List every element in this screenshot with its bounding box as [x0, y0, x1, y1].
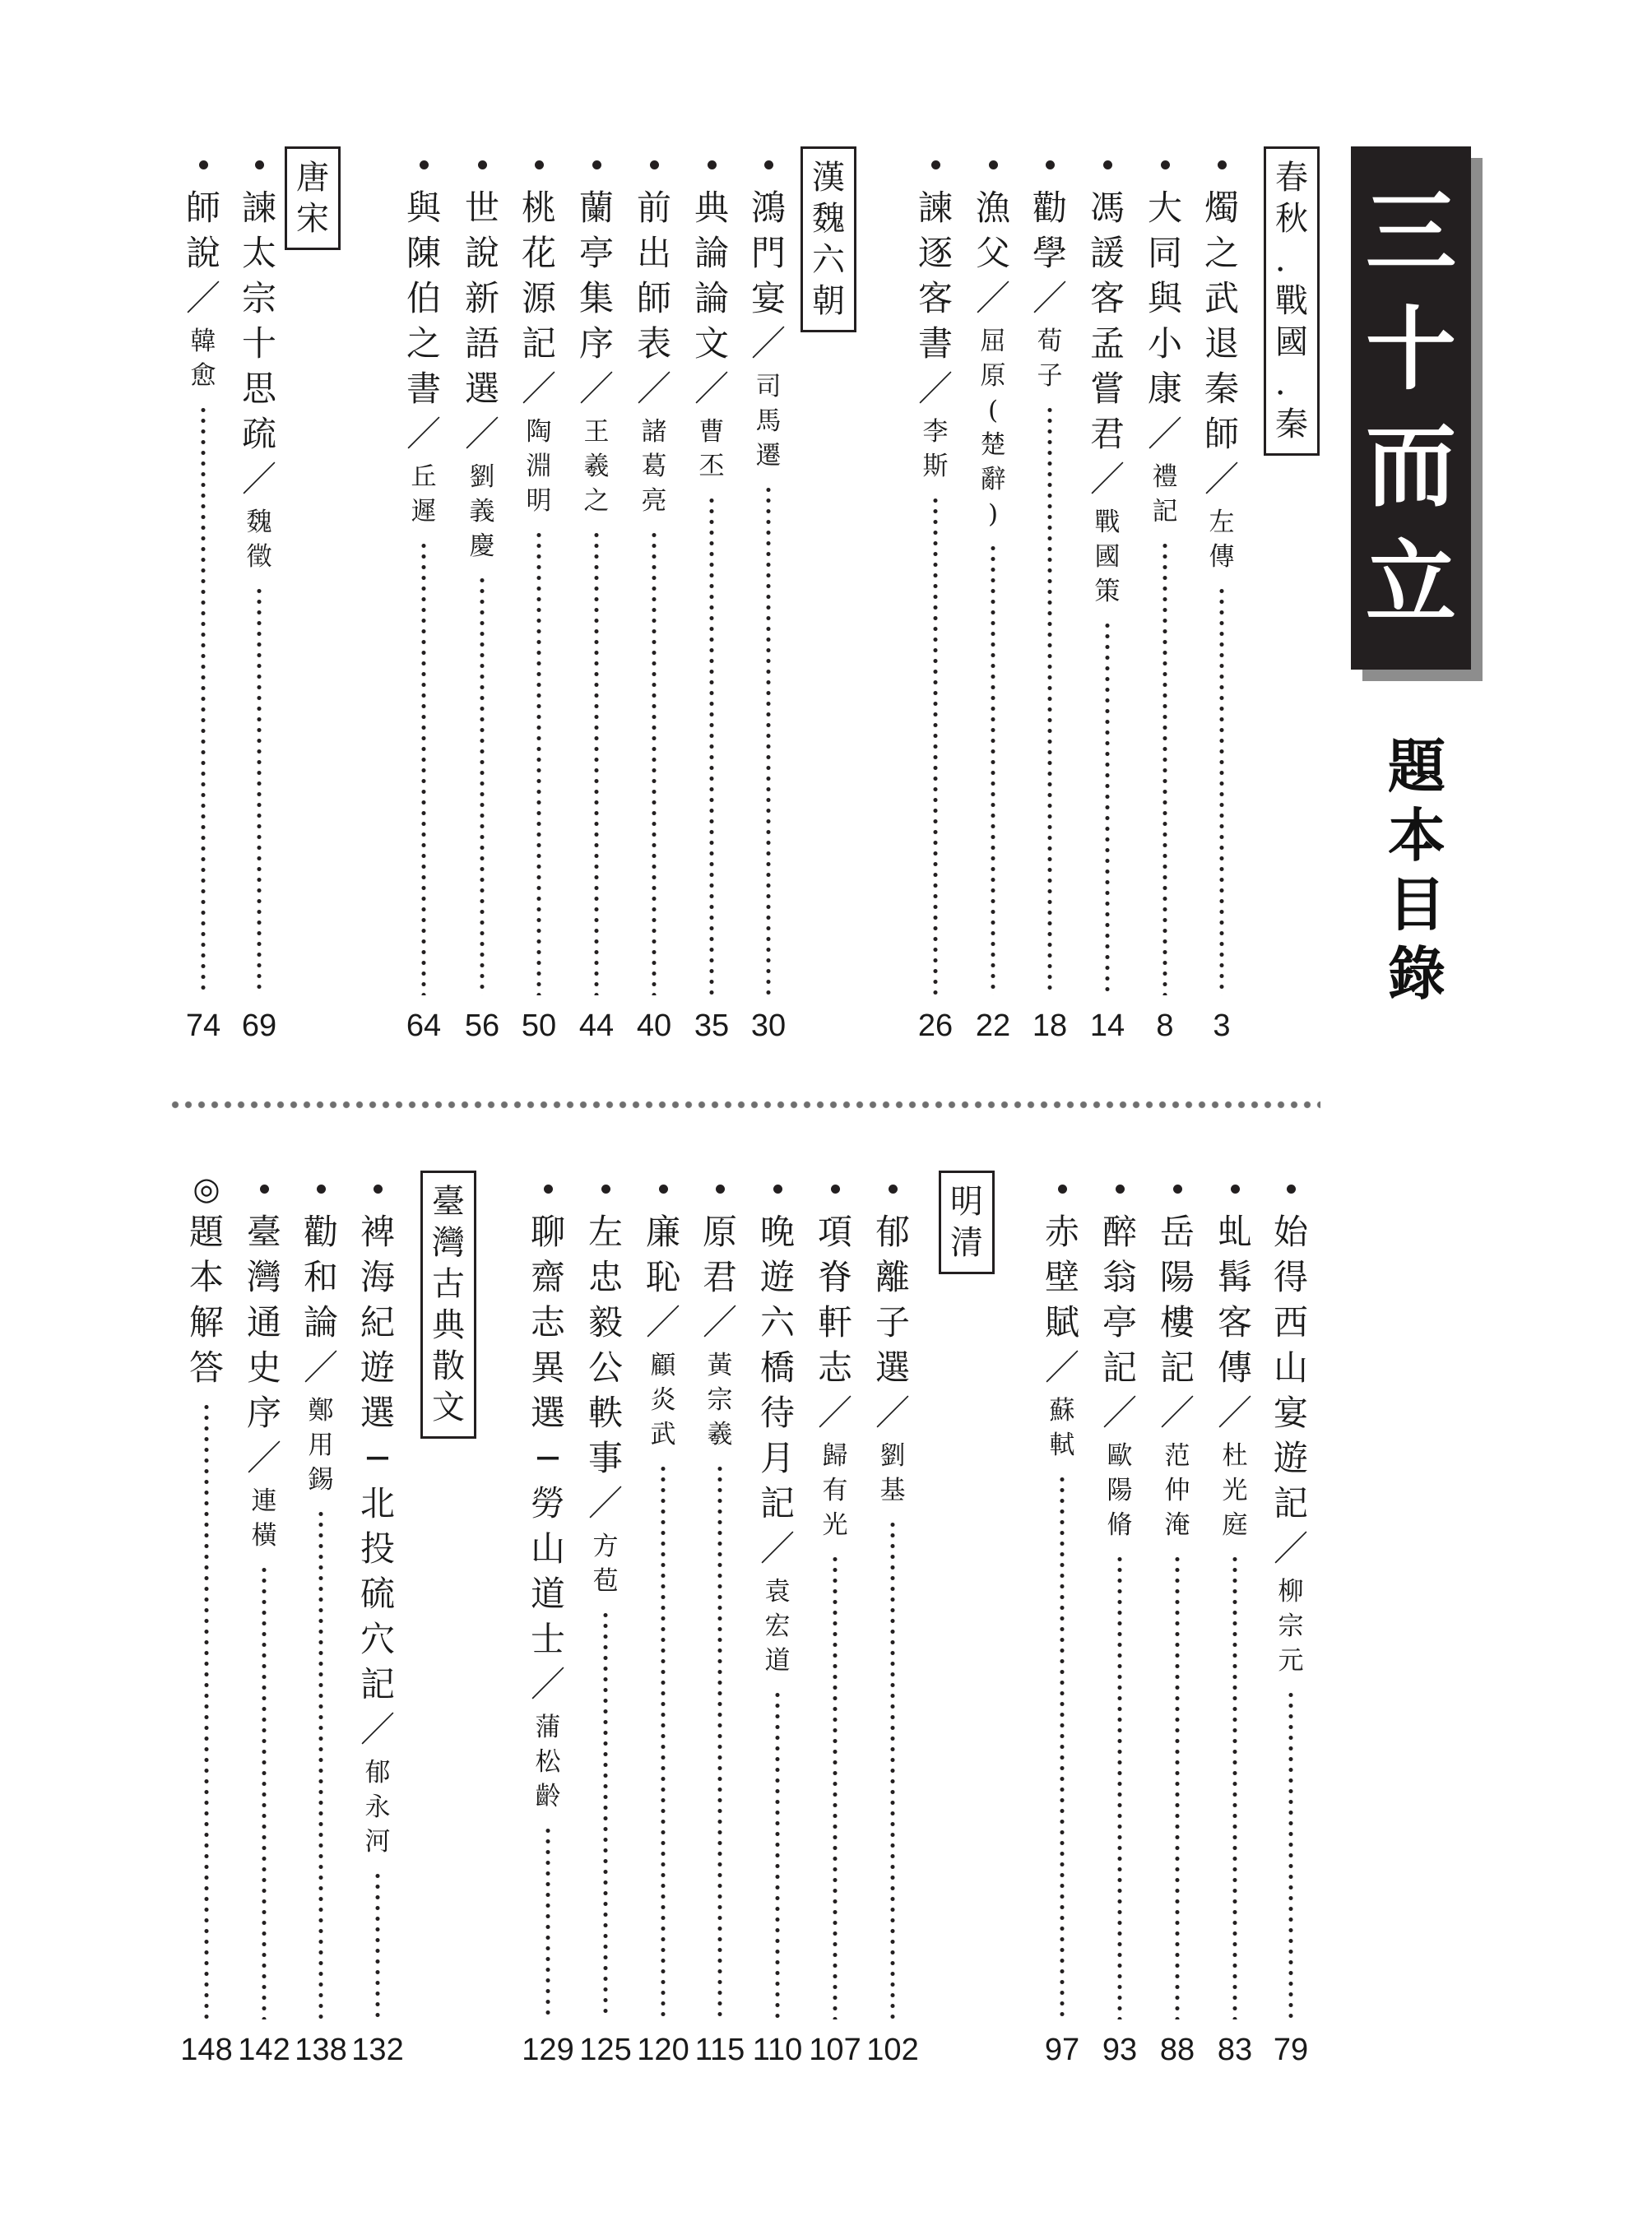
slash-separator: ／	[406, 414, 441, 454]
toc-entry[interactable]	[749, 1172, 806, 2073]
toc-entry[interactable]	[1206, 1172, 1264, 2073]
bullet-icon	[235, 1172, 293, 1205]
dot-leader	[991, 543, 995, 995]
entry-title: 題 本 解 答	[188, 1212, 224, 1388]
entry-author: 歸 有 光	[822, 1441, 848, 1540]
dot-leader	[257, 586, 262, 995]
slash-separator: ／	[817, 1393, 852, 1433]
dot-leader	[1288, 1690, 1293, 2019]
entry-author: 顧 炎 武	[650, 1351, 676, 1449]
page-number: 69	[241, 1009, 277, 1043]
bullet-icon	[292, 1172, 350, 1205]
toc-entry[interactable]	[625, 148, 683, 1049]
toc-entry[interactable]	[453, 148, 511, 1049]
page-number: 30	[750, 1009, 787, 1043]
toc-entry[interactable]	[907, 148, 964, 1049]
entry-title: 典 論 論 文 ／ 曹 丕	[683, 185, 740, 484]
entry-title: 左 忠 毅 公 軼 事 ／ 方 苞	[577, 1209, 634, 1598]
toc-entry[interactable]	[235, 1172, 293, 2073]
entry-author: 袁 宏 道	[764, 1577, 791, 1676]
entry-title: 鴻 門 宴 ／ 司 馬 遷	[740, 185, 797, 473]
entry-title: 諫 逐 客 書 ／ 李 斯	[907, 185, 964, 484]
bullet-icon	[174, 148, 232, 181]
slash-separator: ／	[587, 1483, 623, 1523]
entry-author: 屈 原 ( 楚 辭 )	[980, 327, 1006, 529]
title-block	[1351, 146, 1471, 670]
page-number: 102	[866, 2033, 919, 2067]
entry-author: 戰 國 策	[1094, 508, 1121, 606]
bullet-icon	[1193, 148, 1251, 181]
entry-title: 醉 翁 亭 記 ／ 歐 陽 脩	[1091, 1209, 1149, 1542]
page-subtitle-char: 錄	[1388, 940, 1446, 1008]
entry-author: 杜 光 庭	[1222, 1441, 1248, 1540]
dot-leader	[545, 1825, 550, 2019]
toc-entry[interactable]	[1149, 1172, 1206, 2073]
entry-author: 李 斯	[922, 417, 949, 481]
entry-title: 師 說 ／ 韓 愈	[174, 185, 232, 393]
entry-author: 曹 丕	[698, 417, 725, 481]
dot-leader	[1219, 586, 1224, 995]
slash-separator: ／	[303, 1347, 338, 1388]
bullet-icon	[1091, 1172, 1149, 1205]
toc-entry[interactable]	[510, 148, 568, 1049]
entry-author: 方 苞	[592, 1532, 619, 1596]
entry-author: 郁 永 河	[364, 1758, 391, 1857]
slash-separator: ／	[702, 1302, 737, 1342]
toc-entry[interactable]	[174, 148, 232, 1049]
toc-entry[interactable]	[568, 148, 625, 1049]
slash-separator: ／	[241, 459, 276, 499]
toc-entry[interactable]	[577, 1172, 634, 2073]
entry-title: 赤 壁 賦 ／ 蘇 軾	[1033, 1209, 1091, 1463]
section-divider	[169, 1101, 1320, 1109]
page-number: 22	[975, 1009, 1011, 1043]
dot-leader	[318, 1509, 323, 2019]
page-number: 44	[578, 1009, 615, 1043]
slash-separator: ／	[185, 278, 220, 318]
dot-leader	[890, 1519, 895, 2019]
entry-title: 岳 陽 樓 記 ／ 范 仲 淹	[1149, 1209, 1206, 1542]
entry-title: 始 得 西 山 宴 遊 記 ／ 柳 宗 元	[1262, 1209, 1320, 1678]
entry-author: 歐 陽 脩	[1107, 1441, 1133, 1540]
entry-title: 晚 遊 六 橋 待 月 記 ／ 袁 宏 道	[749, 1209, 806, 1678]
page-number: 110	[752, 2033, 803, 2067]
bullet-icon	[864, 1172, 921, 1205]
toc-entry[interactable]	[683, 148, 740, 1049]
toc-entry[interactable]	[1091, 1172, 1149, 2073]
entry-title: 燭 之 武 退 秦 師 ／ 左 傳	[1193, 185, 1251, 574]
entry-author: 柳 宗 元	[1278, 1577, 1304, 1676]
page-subtitle-char: 題	[1388, 733, 1446, 800]
toc-entry[interactable]	[1033, 1172, 1091, 2073]
page-number: 35	[694, 1009, 730, 1043]
double-circle-icon: ◎	[193, 1171, 220, 1207]
entry-title: 項 脊 軒 志 ／ 歸 有 光	[806, 1209, 864, 1542]
dot-leader	[201, 405, 206, 995]
entry-author: 諸 葛 亮	[641, 417, 667, 516]
slash-separator: ／	[246, 1438, 281, 1478]
page-number: 18	[1032, 1009, 1068, 1043]
bullet-icon	[1206, 1172, 1264, 1205]
entry-author: 王 羲 之	[583, 417, 610, 516]
toc-entry[interactable]	[806, 1172, 864, 2073]
entry-title: 郁 離 子 選 ／ 劉 基	[864, 1209, 921, 1508]
page-number: 97	[1044, 2033, 1080, 2067]
slash-separator: ／	[645, 1302, 680, 1342]
bullet-icon	[1021, 148, 1079, 181]
slash-separator: ／	[1159, 1393, 1195, 1433]
bullet-icon	[577, 1172, 634, 1205]
entry-title: 原 君 ／ 黃 宗 羲	[691, 1209, 749, 1452]
entry-author: 劉 基	[879, 1441, 906, 1505]
page-number: 148	[180, 2033, 233, 2067]
toc-entry[interactable]	[1136, 148, 1194, 1049]
entry-title: 廉 恥 ／ 顧 炎 武	[634, 1209, 692, 1452]
dot-leader	[1175, 1554, 1180, 2019]
entry-title: 桃 花 源 記 ／ 陶 淵 明	[510, 185, 568, 518]
entry-title: 漁 父 ／ 屈 原 ( 楚 辭 )	[964, 185, 1022, 531]
entry-title: 與 陳 伯 之 書 ／ 丘 遲	[395, 185, 452, 529]
slash-separator: ／	[1032, 278, 1067, 318]
entry-author: 劉 義 慶	[469, 462, 495, 561]
dot-leader	[1162, 540, 1167, 995]
page-number: 50	[521, 1009, 557, 1043]
section-label: 漢 魏 六 朝	[800, 146, 856, 332]
dot-leader	[536, 530, 541, 995]
entry-title: 世 說 新 語 選 ／ 劉 義 慶	[453, 185, 511, 563]
page-number: 88	[1159, 2033, 1195, 2067]
bullet-icon	[907, 148, 964, 181]
dot-leader	[594, 530, 599, 995]
entry-author: 蒲 松 齡	[535, 1713, 561, 1811]
page-number: 3	[1213, 1009, 1231, 1043]
bullet-icon	[510, 148, 568, 181]
dot-leader	[204, 1402, 209, 2019]
slash-separator: ／	[578, 369, 614, 409]
slash-separator: ／	[1204, 459, 1239, 499]
entry-title: 虬 髯 客 傳 ／ 杜 光 庭	[1206, 1209, 1264, 1542]
dot-leader	[709, 495, 714, 995]
entry-title: 前 出 師 表 ／ 諸 葛 亮	[625, 185, 683, 518]
bullet-icon	[806, 1172, 864, 1205]
dot-leader	[717, 1463, 722, 2019]
entry-title: 馮 諼 客 孟 嘗 君 ／ 戰 國 策	[1079, 185, 1136, 609]
page-number: 120	[637, 2033, 689, 2067]
dot-leader	[375, 1871, 380, 2019]
page-number: 83	[1217, 2033, 1253, 2067]
section-label: 臺 灣 古 典 散 文	[420, 1171, 476, 1439]
bullet-icon	[230, 148, 288, 181]
bullet-icon	[519, 1172, 577, 1205]
toc-entry[interactable]	[1262, 1172, 1320, 2073]
slash-separator: ／	[759, 1528, 795, 1569]
toc-entry[interactable]	[1021, 148, 1079, 1049]
slash-separator: ／	[521, 369, 556, 409]
dot-leader	[775, 1690, 780, 2019]
toc-entry[interactable]	[395, 148, 452, 1049]
bullet-icon	[1149, 1172, 1206, 1205]
slash-separator: ／	[750, 323, 786, 364]
page-number: 74	[185, 1009, 221, 1043]
dot-leader	[833, 1554, 838, 2019]
slash-separator: ／	[464, 414, 499, 454]
entry-title: 蘭 亭 集 序 ／ 王 羲 之	[568, 185, 625, 518]
page-number: 129	[522, 2033, 574, 2067]
entry-author: 蘇 軾	[1049, 1396, 1075, 1460]
section-label: 明 清	[939, 1171, 995, 1274]
page-number: 142	[238, 2033, 290, 2067]
slash-separator: ／	[530, 1664, 565, 1704]
toc-entry[interactable]	[964, 148, 1022, 1049]
slash-separator: ／	[1089, 459, 1125, 499]
page-number: 26	[917, 1009, 954, 1043]
page-number: 132	[351, 2033, 404, 2067]
entry-author: 司 馬 遷	[755, 372, 782, 471]
page-title-char: 而	[1366, 414, 1456, 519]
section-label: 春 秋 ． 戰 國 ． 秦	[1264, 146, 1320, 456]
dot-leader	[480, 575, 485, 995]
page-number: 64	[406, 1009, 442, 1043]
toc-entry[interactable]	[230, 148, 288, 1049]
dot-leader	[1117, 1554, 1122, 2019]
entry-author: 黃 宗 羲	[707, 1351, 733, 1449]
page-number: 138	[295, 2033, 347, 2067]
entry-author: 范 仲 淹	[1164, 1441, 1190, 1540]
toc-entry[interactable]	[691, 1172, 749, 2073]
page-number: 56	[464, 1009, 500, 1043]
bullet-icon	[395, 148, 452, 181]
entry-title: 臺 灣 通 史 序 ／ 連 橫	[235, 1209, 293, 1553]
slash-separator: ／	[975, 278, 1010, 318]
toc-entry[interactable]	[178, 1172, 235, 2073]
toc-entry[interactable]	[349, 1172, 406, 2073]
dot-leader	[262, 1565, 267, 2019]
bullet-icon	[1033, 1172, 1091, 1205]
bullet-icon	[740, 148, 797, 181]
dot-leader	[766, 485, 771, 995]
bullet-icon	[568, 148, 625, 181]
toc-entry[interactable]	[1193, 148, 1251, 1049]
slash-separator: ／	[636, 369, 671, 409]
dot-leader	[661, 1463, 666, 2019]
page-number: 40	[636, 1009, 672, 1043]
page-title-char: 三	[1366, 180, 1456, 285]
entry-title: 勸 學 ／ 荀 子	[1021, 185, 1079, 393]
dot-leader	[1060, 1474, 1065, 2019]
page-number: 115	[694, 2033, 745, 2067]
page-number: 93	[1102, 2033, 1138, 2067]
section-label: 唐 宋	[285, 146, 341, 250]
page-number: 107	[809, 2033, 861, 2067]
page-subtitle-char: 目	[1388, 871, 1446, 939]
bullet-icon	[1262, 1172, 1320, 1205]
entry-author: 韓 愈	[190, 327, 216, 391]
page-number: 79	[1273, 2033, 1309, 2067]
toc-entry[interactable]	[519, 1172, 577, 2073]
entry-title: 裨 海 紀 遊 選 ─ 北 投 硫 穴 記 ／ 郁 永 河	[349, 1209, 406, 1859]
page-number: 14	[1089, 1009, 1125, 1043]
entry-author: 禮 記	[1152, 462, 1178, 526]
entry-author: 魏 徵	[246, 508, 272, 572]
slash-separator: ／	[1102, 1393, 1137, 1433]
page-number: 125	[579, 2033, 632, 2067]
page-subtitle-char: 本	[1388, 802, 1446, 869]
dot-leader	[1232, 1554, 1237, 2019]
dot-leader	[933, 495, 938, 995]
bullet-icon	[1136, 148, 1194, 181]
toc-entry[interactable]	[292, 1172, 350, 2073]
entry-title: 聊 齋 志 異 選 ─ 勞 山 道 士 ／ 蒲 松 齡	[519, 1209, 577, 1814]
entry-author: 荀 子	[1037, 327, 1063, 391]
toc-entry[interactable]	[740, 148, 797, 1049]
slash-separator: ／	[875, 1393, 910, 1433]
bullet-icon	[453, 148, 511, 181]
dot-leader	[421, 540, 426, 995]
toc-entry[interactable]	[634, 1172, 692, 2073]
slash-separator: ／	[1147, 414, 1182, 454]
toc-entry[interactable]	[1079, 148, 1136, 1049]
slash-separator: ／	[694, 369, 729, 409]
dot-leader	[652, 530, 657, 995]
subtitle	[1376, 732, 1458, 1009]
page-title-char: 立	[1366, 531, 1456, 636]
bullet-icon	[349, 1172, 406, 1205]
slash-separator: ／	[1217, 1393, 1252, 1433]
bullet-icon	[749, 1172, 806, 1205]
entry-author: 鄭 用 錫	[308, 1396, 334, 1495]
entry-title: 勸 和 論 ／ 鄭 用 錫	[292, 1209, 350, 1497]
toc-entry[interactable]	[864, 1172, 921, 2073]
slash-separator: ／	[917, 369, 953, 409]
entry-author: 丘 遲	[411, 462, 437, 526]
bullet-icon	[1079, 148, 1136, 181]
bullet-icon	[634, 1172, 692, 1205]
slash-separator: ／	[360, 1709, 395, 1750]
slash-separator: ／	[1273, 1528, 1308, 1569]
entry-author: 陶 淵 明	[526, 417, 552, 516]
dot-leader	[603, 1610, 608, 2019]
entry-author: 左 傳	[1209, 508, 1235, 572]
dot-leader	[1047, 405, 1052, 995]
bullet-icon	[625, 148, 683, 181]
bullet-icon	[683, 148, 740, 181]
slash-separator: ／	[1044, 1347, 1079, 1388]
page-title-char: 十	[1366, 297, 1456, 402]
dot-leader	[1105, 620, 1110, 995]
page-number: 8	[1156, 1009, 1174, 1043]
entry-title: 大 同 與 小 康 ／ 禮 記	[1136, 185, 1194, 529]
entry-author: 連 橫	[251, 1486, 277, 1551]
entry-title: 諫 太 宗 十 思 疏 ／ 魏 徵	[230, 185, 288, 574]
bullet-icon	[691, 1172, 749, 1205]
bullet-icon	[964, 148, 1022, 181]
